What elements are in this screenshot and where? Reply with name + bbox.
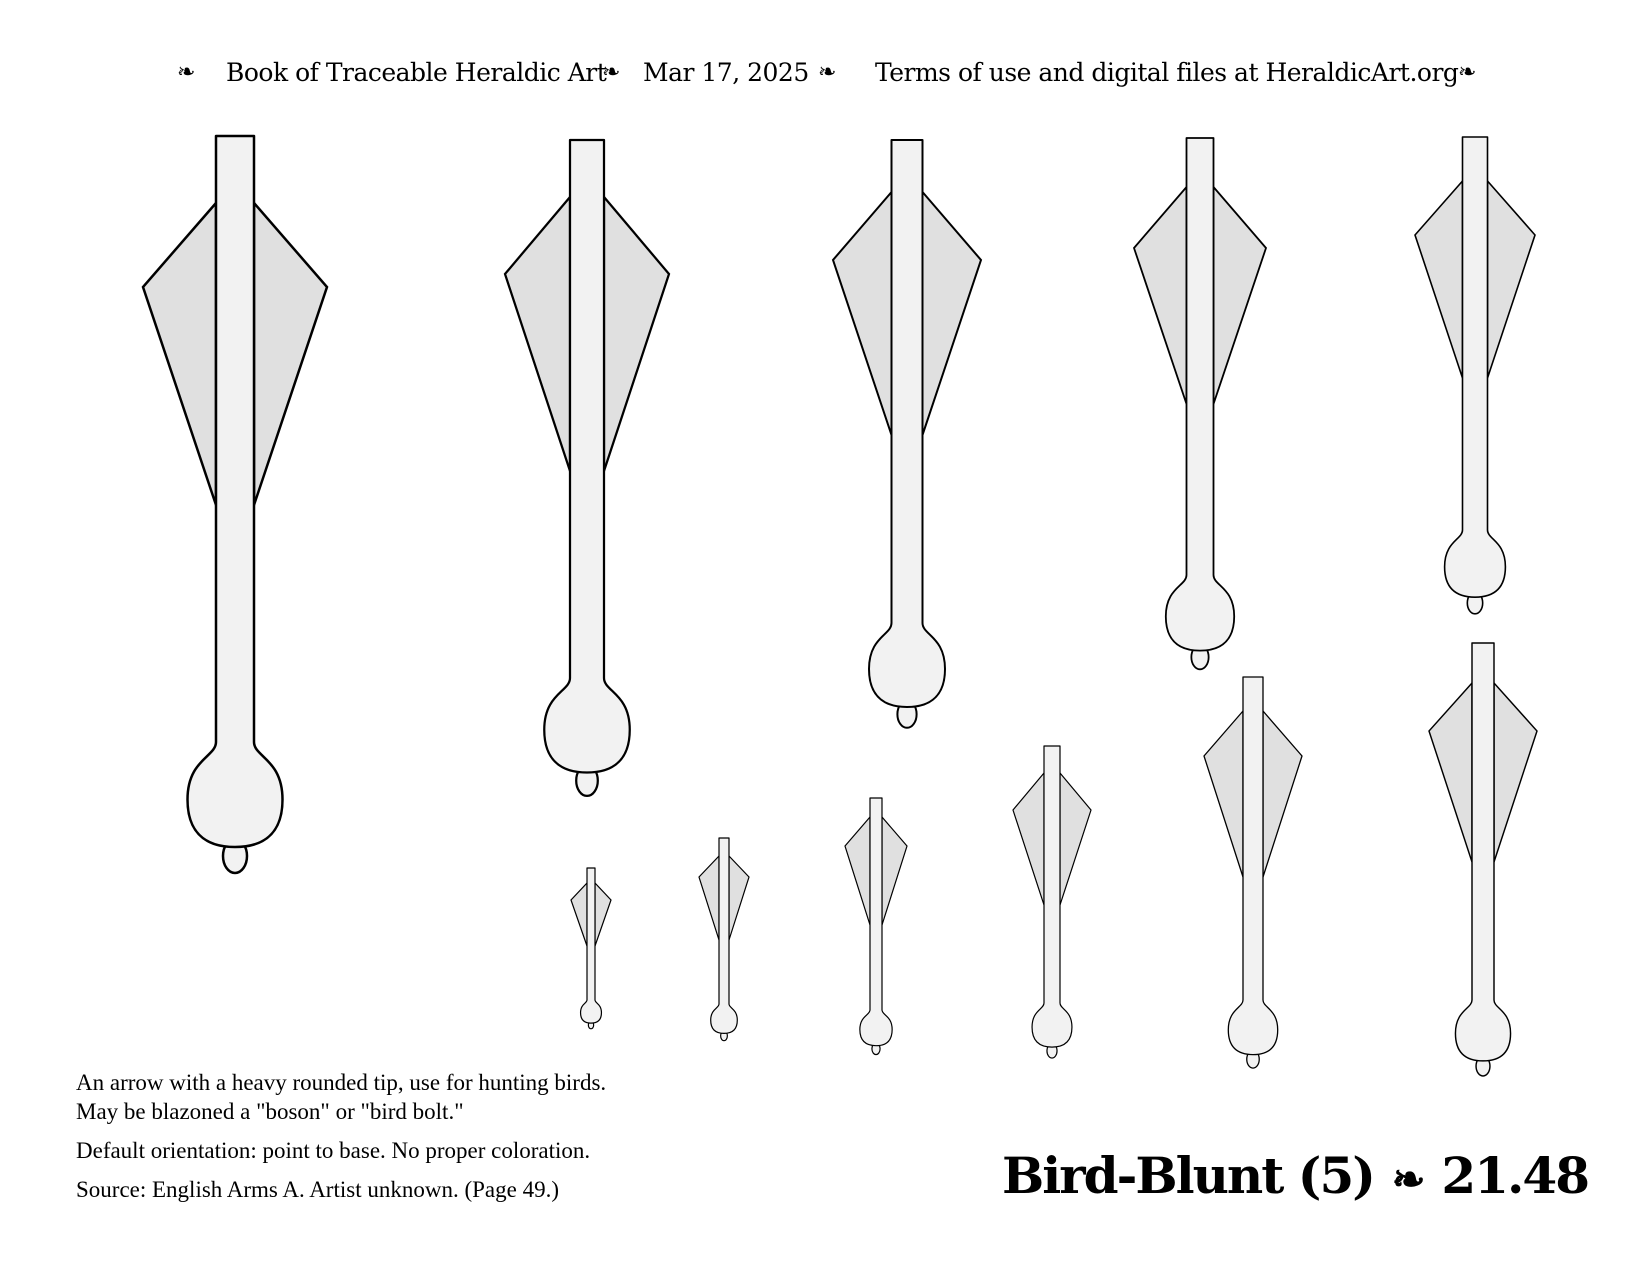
terms-link[interactable]: Terms of use and digital files at HeraldicArt.org [875,58,1459,87]
plate-title [1002,1146,1588,1205]
arrow-7 [699,838,749,1041]
header-date: Mar 17, 2025 [643,58,809,87]
description-line-1: An arrow with a heavy rounded tip, use for hunting birds. [76,1070,607,1095]
arrow-1 [143,136,327,873]
arrow-9 [1013,746,1091,1058]
arrow-8 [845,798,907,1055]
ornament-icon: ❧ [1391,1156,1424,1203]
arrow-4 [1134,138,1266,669]
ornament-icon: ❧ [602,60,620,85]
ornament-icon: ❧ [1458,60,1476,85]
arrow-10 [1204,677,1302,1068]
arrow-2 [505,140,669,796]
description-line-2: May be blazoned a "boson" or "bird bolt." [76,1099,464,1124]
book-title: Book of Traceable Heraldic Art [226,58,607,87]
arrow-3 [833,140,981,728]
orientation-note: Default orientation: point to base. No proper coloration. [76,1138,591,1163]
arrow-11 [1429,643,1537,1076]
arrow-6 [571,868,611,1029]
plate-number: 21.48 [1441,1146,1588,1205]
ornament-icon: ❧ [818,60,836,85]
plate-name: Bird-Blunt (5) [1002,1146,1374,1205]
arrow-5 [1415,137,1535,614]
source-note: Source: English Arms A. Artist unknown. (Page 49.) [76,1177,559,1202]
description-text [76,1068,796,1126]
ornament-icon: ❧ [177,60,195,85]
description-block [76,1068,796,1214]
